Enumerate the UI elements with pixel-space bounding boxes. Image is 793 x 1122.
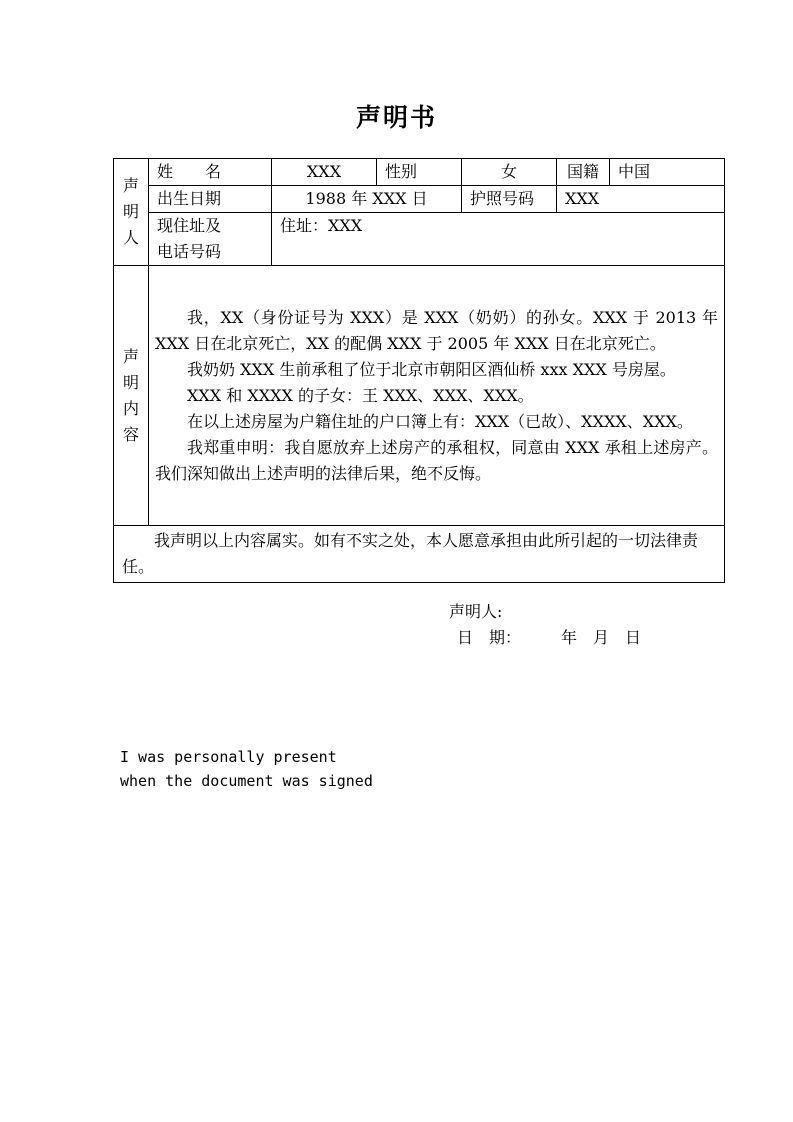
content-paragraph: 在以上述房屋为户籍住址的户口簿上有：XXX（已故）、XXXX、XXX。 xyxy=(187,411,693,431)
declarant-label-char: 声 xyxy=(122,176,139,195)
content-label-char: 声 xyxy=(122,346,139,366)
declarant-label-char: 明 xyxy=(122,202,139,221)
passport-value: XXX xyxy=(557,186,725,213)
content-paragraph: 我郑重申明：我自愿放弃上述房产的承租权，同意由 XXX 承租上述房产。我们深知做出上述声明的法律后果，绝不反悔。 xyxy=(155,437,718,483)
birth-date-label: 出生日期 xyxy=(149,186,272,213)
address-value: 住址：XXX xyxy=(272,213,725,266)
witness-note-line: when the document was signed xyxy=(120,772,373,790)
phone-label-line: 电话号码 xyxy=(157,242,222,261)
content-label-char: 明 xyxy=(122,372,139,392)
address-phone-label xyxy=(149,213,272,266)
content-paragraph: XXX 和 XXXX 的子女：王 XXX、XXX、XXX。 xyxy=(187,385,534,405)
declaration-text: 我声明以上内容属实。如有不实之处，本人愿意承担由此所引起的一切法律责任。 xyxy=(122,531,699,576)
content-paragraph: 我奶奶 XXX 生前承租了位于北京市朝阳区酒仙桥 xxx XXX 号房屋。 xyxy=(187,359,676,379)
content-section-label xyxy=(114,266,149,526)
nationality-label: 国籍 xyxy=(557,159,610,186)
nationality-value: 中国 xyxy=(610,159,725,186)
address-label-line: 现住址及 xyxy=(157,216,222,235)
declarant-section-label xyxy=(114,159,149,266)
content-paragraph: 我，XX（身份证号为 XXX）是 XXX（奶奶）的孙女。XXX 于 2013 年 XXX 日在北京死亡，XX 的配偶 XXX 于 2005 年 XXX 日在北京死亡。 xyxy=(155,307,718,353)
birth-date-value: 1988 年 XXX 日 xyxy=(272,186,462,213)
declarant-label-char: 人 xyxy=(122,228,139,247)
signature-date-label: 日 期： 年 月 日 xyxy=(457,628,642,647)
name-value: XXX xyxy=(272,159,377,186)
passport-label: 护照号码 xyxy=(462,186,557,213)
declarant-signature-label: 声明人: xyxy=(449,602,503,621)
content-label-char: 容 xyxy=(122,424,139,444)
content-label-char: 内 xyxy=(122,398,139,418)
witness-note xyxy=(120,745,373,793)
gender-value: 女 xyxy=(462,159,557,186)
witness-note-line: I was personally present xyxy=(120,748,337,766)
name-label: 姓 名 xyxy=(149,159,272,186)
document-title: 声明书 xyxy=(355,103,437,132)
declaration-content xyxy=(149,266,725,526)
truthfulness-declaration xyxy=(114,526,725,583)
signature-block xyxy=(449,599,641,651)
gender-label: 性别 xyxy=(377,159,462,186)
declaration-form-table xyxy=(113,158,725,583)
